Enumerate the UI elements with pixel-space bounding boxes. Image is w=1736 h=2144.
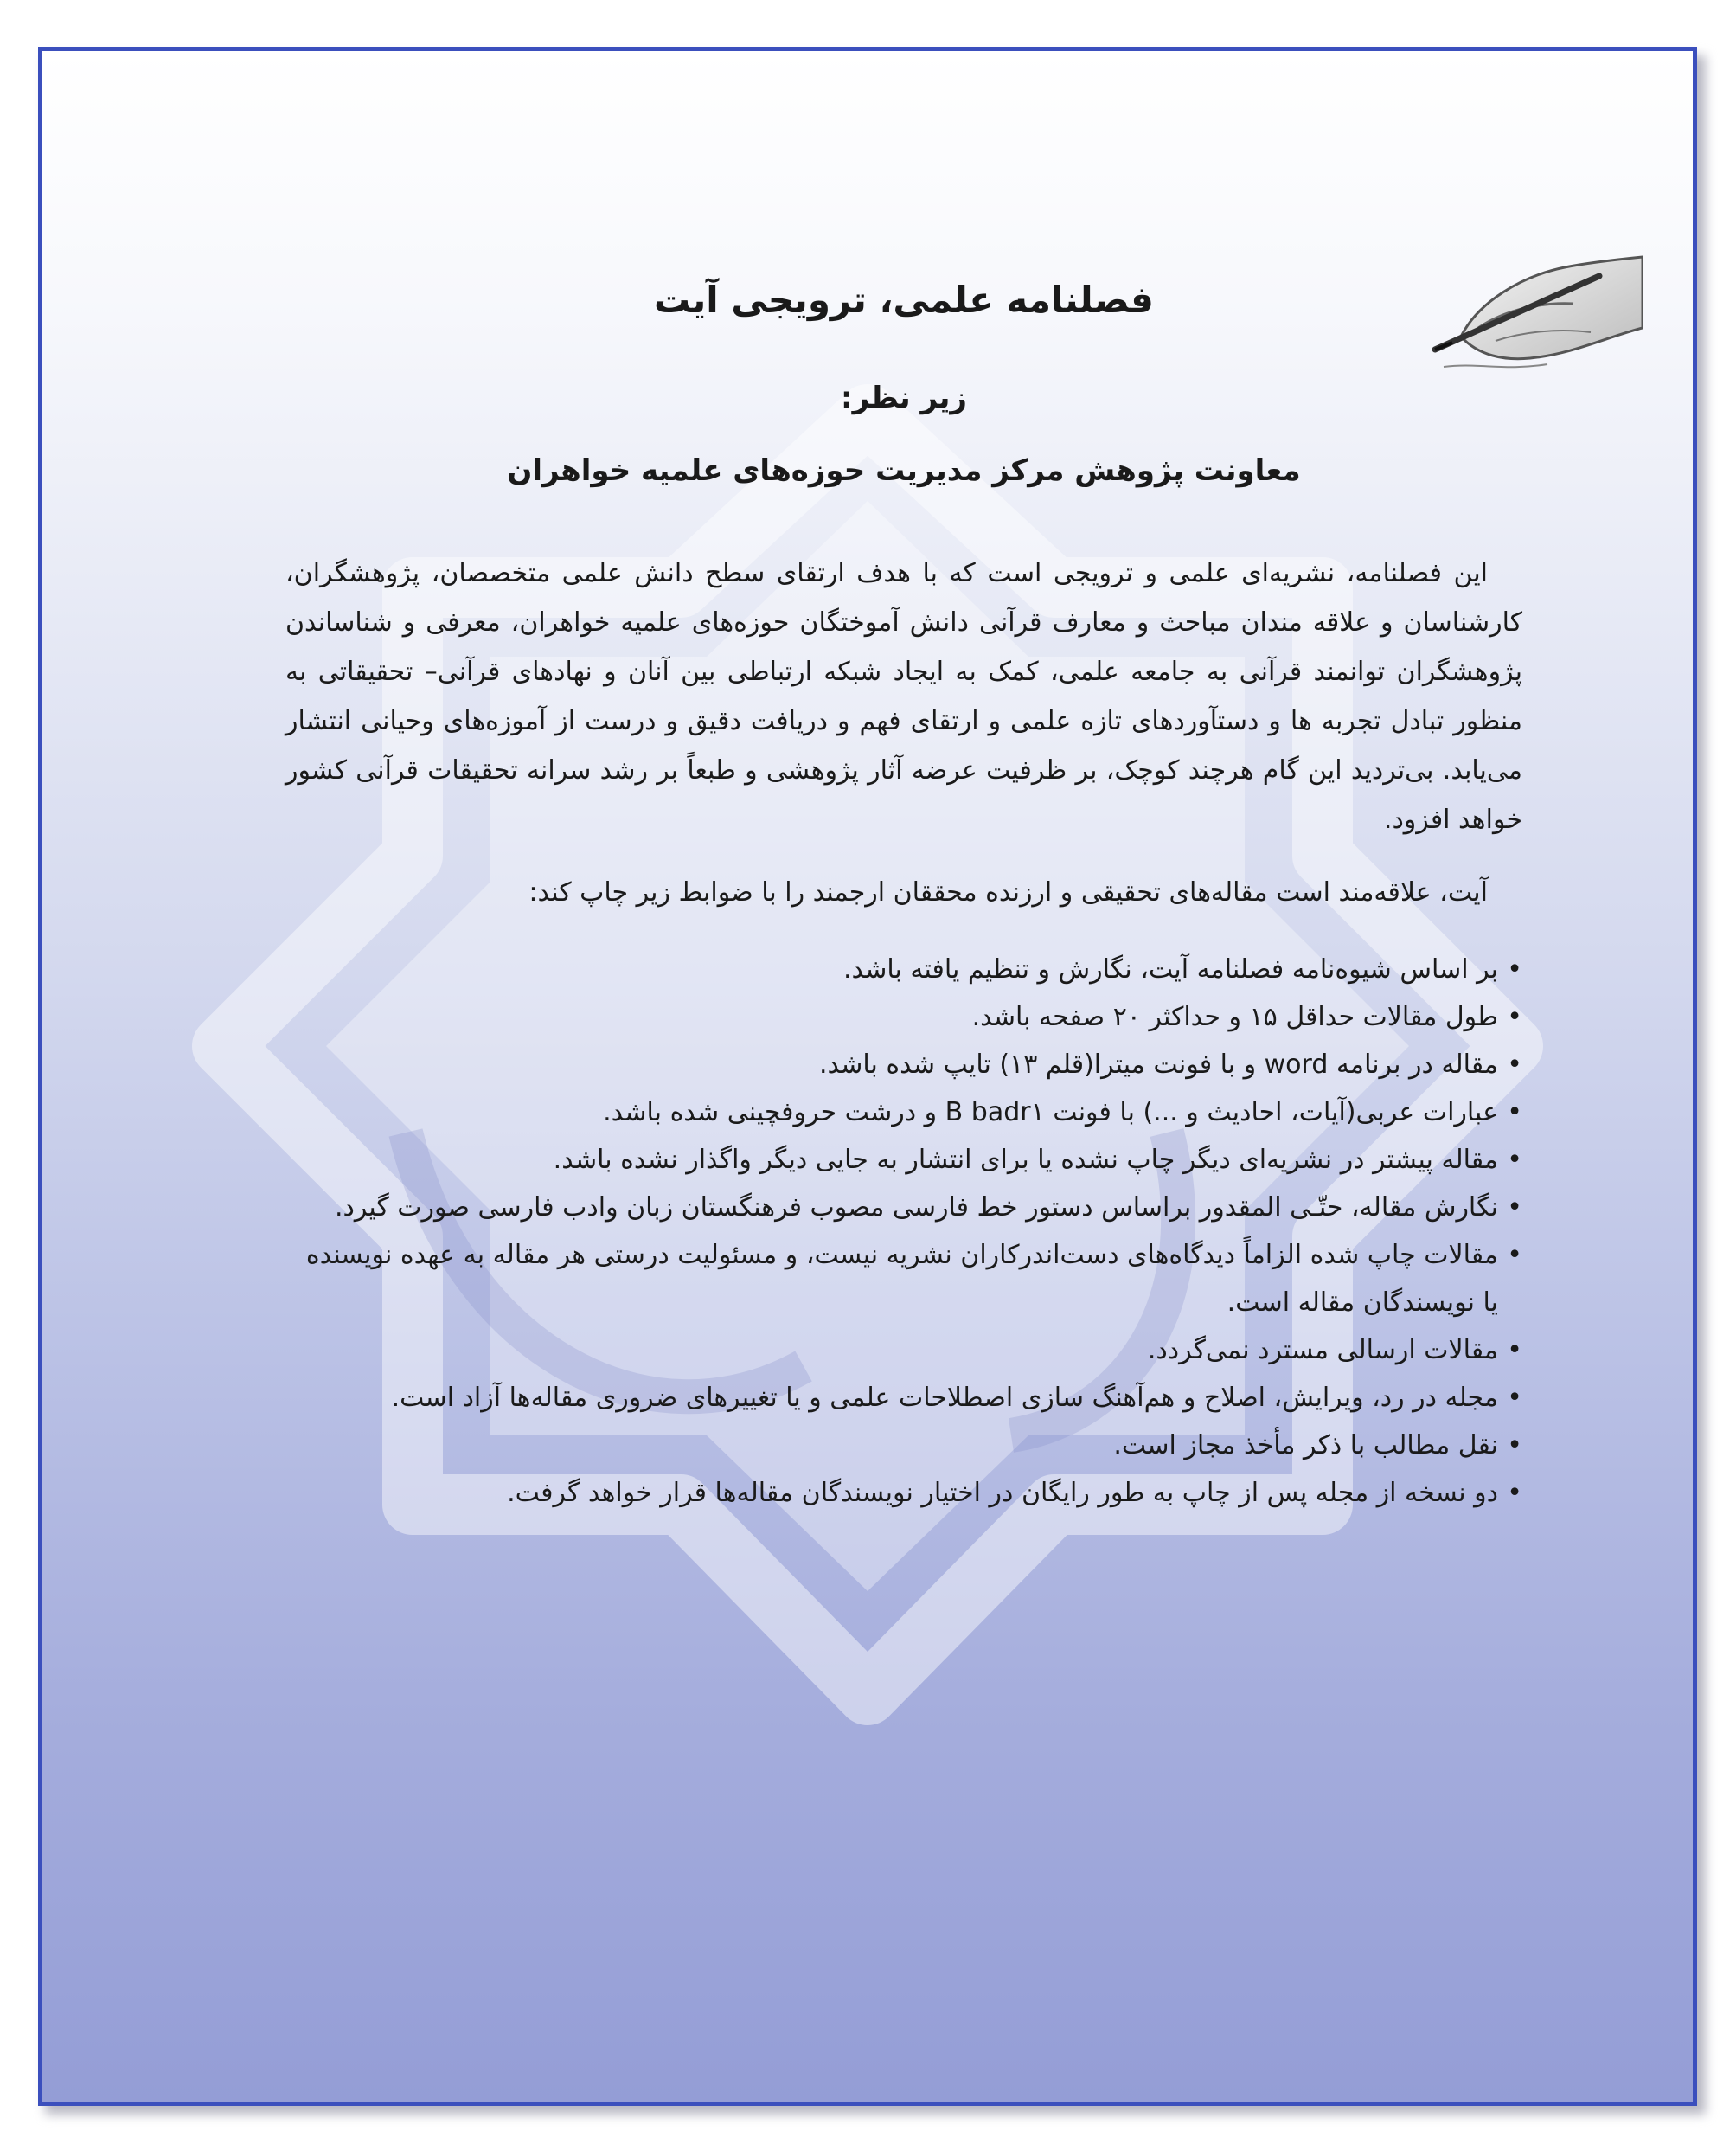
bullet-icon: • xyxy=(1507,1430,1522,1460)
bullet-icon: • xyxy=(1507,1240,1522,1270)
list-item xyxy=(285,1231,1522,1326)
list-item xyxy=(285,1422,1522,1469)
rule-text: نگارش مقاله، حتّـی المقدور براساس دستور خط فارسی مصوب فرهنگستان زبان وادب فارسی صورت گیرد. xyxy=(334,1192,1498,1223)
bullet-icon: • xyxy=(1507,954,1522,985)
list-item xyxy=(285,1374,1522,1422)
invite-paragraph: آیت، علاقه‌مند است مقاله‌های تحقیقی و ارزنده محققان ارجمند را با ضوابط زیر چاپ کند: xyxy=(528,877,1488,908)
bullet-icon: • xyxy=(1507,1002,1522,1032)
bullet-icon: • xyxy=(1507,1050,1522,1080)
submission-rules-list xyxy=(285,946,1522,1517)
rule-text: عبارات عربی(آیات، احادیث و ...) با فونت B badr۱ و درشت حروفچینی شده باشد. xyxy=(603,1097,1498,1127)
bullet-icon: • xyxy=(1507,1097,1522,1127)
list-item xyxy=(285,1469,1522,1517)
rule-text: مقاله پیشتر در نشریه‌ای دیگر چاپ نشده یا برای انتشار به جایی دیگر واگذار نشده باشد. xyxy=(553,1145,1498,1175)
list-item xyxy=(285,1088,1522,1136)
intro-paragraph: این فصلنامه، نشریه‌ای علمی و ترویجی است که با هدف ارتقای سطح دانش علمی متخصصان، پژوهشگران، کارشناسان و علاقه مندان مباحث و معارف قرآنی دانش آموختگان حوزه‌های علمیه خواهران، معرفی و شناساندن پژوهشگران توانمند قرآنی به جامعه علمی، کمک به ایجاد شبکه ارتباطی بین آنان و نهادهای قرآنی– تحقیقاتی به منظور تبادل تجربه ها و دستآوردهای تازه علمی و ارتقای فهم و دریافت دقیق و درست از آموزه‌های وحیانی انتشار می‌یابد. بی‌تردید این گام هرچند کوچک، بر ظرفیت عرضه آثار پژوهشی و طبعاً بر رشد سرانه تحقیقات قرآنی کشور خواهد افزود. xyxy=(285,558,1522,835)
rule-text: مقالات چاپ شده الزاماً دیدگاه‌های دست‌اندرکاران نشریه نیست، و مسئولیت درستی هر مقاله به عهده نویسنده یا نویسندگان مقاله است. xyxy=(305,1240,1498,1318)
journal-title: فصلنامه علمی، ترویجی آیت xyxy=(654,279,1154,321)
rule-text: بر اساس شیوه‌نامه فصلنامه آیت، نگارش و تنظیم یافته باشد. xyxy=(842,954,1498,985)
bullet-icon: • xyxy=(1507,1145,1522,1175)
rule-text: مجله در رد، ویرایش، اصلاح و هم‌آهنگ سازی اصطلاحات علمی و یا تغییرهای ضروری مقاله‌ها آزاد است. xyxy=(391,1383,1498,1413)
rule-text: طول مقالات حداقل ۱۵ و حداکثر ۲۰ صفحه باشد. xyxy=(971,1002,1498,1032)
list-item xyxy=(285,1326,1522,1374)
supervision-organization: معاونت پژوهش مرکز مدیریت حوزه‌های علمیه خواهران xyxy=(507,453,1301,488)
bullet-icon: • xyxy=(1507,1335,1522,1365)
list-item xyxy=(285,1041,1522,1088)
list-item xyxy=(285,1136,1522,1184)
list-item xyxy=(285,993,1522,1041)
list-item xyxy=(285,946,1522,993)
supervision-label: زیر نظر: xyxy=(841,381,967,415)
bullet-icon: • xyxy=(1507,1478,1522,1508)
bullet-icon: • xyxy=(1507,1383,1522,1413)
rule-text: دو نسخه از مجله پس از چاپ به طور رایگان در اختیار نویسندگان مقاله‌ها قرار خواهد گرفت. xyxy=(507,1478,1498,1508)
rule-text: مقالات ارسالی مسترد نمی‌گردد. xyxy=(1147,1335,1498,1365)
rule-text: مقاله در برنامه word و با فونت میترا(قلم ۱۳) تایپ شده باشد. xyxy=(818,1050,1498,1080)
list-item xyxy=(285,1184,1522,1231)
bullet-icon: • xyxy=(1507,1192,1522,1223)
rule-text: نقل مطالب با ذکر مأخذ مجاز است. xyxy=(1113,1430,1498,1460)
